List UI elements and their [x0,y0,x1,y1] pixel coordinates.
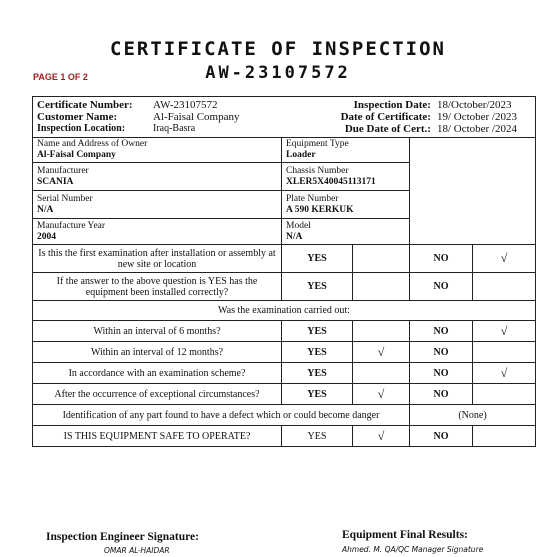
type-value: Loader [286,150,316,160]
certificate-table [32,96,536,447]
certificate-code: AW-23107572 [205,63,351,83]
safe-question: IS THIS EQUIPMENT SAFE TO OPERATE? [33,426,282,447]
location-value: Iraq-Basra [153,123,196,134]
serial-value: N/A [37,204,54,215]
customer-label: Customer Name: [37,111,118,123]
inspection-date-value: 18/October/2023 [436,99,512,111]
question-row-safe [33,426,536,447]
first-exam-no-check: √ [473,245,536,273]
location-label: Inspection Location: [37,123,126,134]
first-exam-no: NO [410,245,473,273]
interval-6-no: NO [410,321,473,342]
chassis-value: XLER5X40045113171 [286,176,376,187]
exceptional-question: After the occurrence of exceptional circumstances? [33,384,282,405]
serial-label: Serial Number [37,193,93,204]
first-exam-yes: YES [282,245,353,273]
interval-12-yes-check: √ [353,342,410,363]
interval-6-question: Within an interval of 6 months? [33,321,282,342]
cert-number-label: Certificate Number: [37,99,133,111]
serial-cell [33,191,282,219]
installed-no: NO [410,273,473,301]
interval-12-no-check [473,342,536,363]
carried-out-heading: Was the examination carried out: [33,301,536,321]
cert-date-label: Date of Certificate: [340,111,431,123]
exceptional-yes: YES [282,384,353,405]
plate-cell [282,191,410,219]
owner-value: Al-Faisal Company [37,150,116,160]
certificate-title: CERTIFICATE OF INSPECTION [110,38,446,60]
type-cell [282,138,410,163]
installed-yes: YES [282,273,353,301]
installed-no-check [473,273,536,301]
safe-yes-check: √ [353,426,410,447]
question-row-exceptional [33,384,536,405]
question-row-carried-out [33,301,536,321]
page-indicator: PAGE 1 OF 2 [33,72,88,82]
interval-6-yes: YES [282,321,353,342]
question-row-first-exam [33,245,536,273]
owner-label: Name and Address of Owner [37,139,148,149]
scheme-yes-check [353,363,410,384]
interval-6-yes-check [353,321,410,342]
question-row-installed [33,273,536,301]
safe-yes: YES [282,426,353,447]
equipment-row-owner [33,138,536,163]
model-value: N/A [286,231,303,242]
first-exam-yes-check [353,245,410,273]
inspection-date-label: Inspection Date: [353,99,431,111]
safe-no-check [473,426,536,447]
manager-signature: Ahmed. M. QA/QC Manager Signature [342,545,484,554]
exceptional-no: NO [410,384,473,405]
scheme-question: In accordance with an examination scheme? [33,363,282,384]
due-date-label: Due Date of Cert.: [344,123,431,135]
question-row-scheme [33,363,536,384]
header-info-row [33,97,536,138]
installed-yes-check [353,273,410,301]
engineer-signature-label: Inspection Engineer Signature: [46,531,199,543]
scheme-yes: YES [282,363,353,384]
due-date-value: 18/ October /2024 [436,123,517,135]
interval-12-question: Within an interval of 12 months? [33,342,282,363]
chassis-cell [282,163,410,191]
owner-cell [33,138,282,163]
year-value: 2004 [37,231,56,242]
defect-answer: (None) [410,405,536,426]
blank-cell [410,138,536,245]
header-right-block [319,99,517,135]
exceptional-no-check [473,384,536,405]
plate-label: Plate Number [286,193,339,204]
customer-value: Al-Faisal Company [153,111,240,123]
question-row-defect [33,405,536,426]
exceptional-yes-check: √ [353,384,410,405]
model-label: Model [286,220,311,231]
year-cell [33,219,282,245]
scheme-no-check: √ [473,363,536,384]
question-row-interval-12 [33,342,536,363]
plate-value: A 590 KERKUK [286,204,354,215]
header-left-block [37,99,239,135]
model-cell [282,219,410,245]
scheme-no: NO [410,363,473,384]
safe-no: NO [410,426,473,447]
first-exam-question: Is this the first examination after installation or assembly at new site or location [33,245,282,273]
question-row-interval-6 [33,321,536,342]
manufacturer-cell [33,163,282,191]
final-results-label: Equipment Final Results: [342,529,468,541]
chassis-label: Chassis Number [286,165,349,176]
cert-number-value: AW-23107572 [153,99,218,111]
interval-12-no: NO [410,342,473,363]
installed-question: If the answer to the above question is YES has the equipment been installed correctly? [33,273,282,301]
year-label: Manufacture Year [37,220,106,231]
interval-6-no-check: √ [473,321,536,342]
manufacturer-value: SCANIA [37,176,74,187]
type-label: Equipment Type [286,139,349,149]
cert-date-value: 19/ October /2023 [436,111,517,123]
engineer-name: OMAR AL-HAIDAR [104,546,170,555]
interval-12-yes: YES [282,342,353,363]
manufacturer-label: Manufacturer [37,165,89,176]
defect-question: Identification of any part found to have a defect which or could become danger [33,405,410,426]
